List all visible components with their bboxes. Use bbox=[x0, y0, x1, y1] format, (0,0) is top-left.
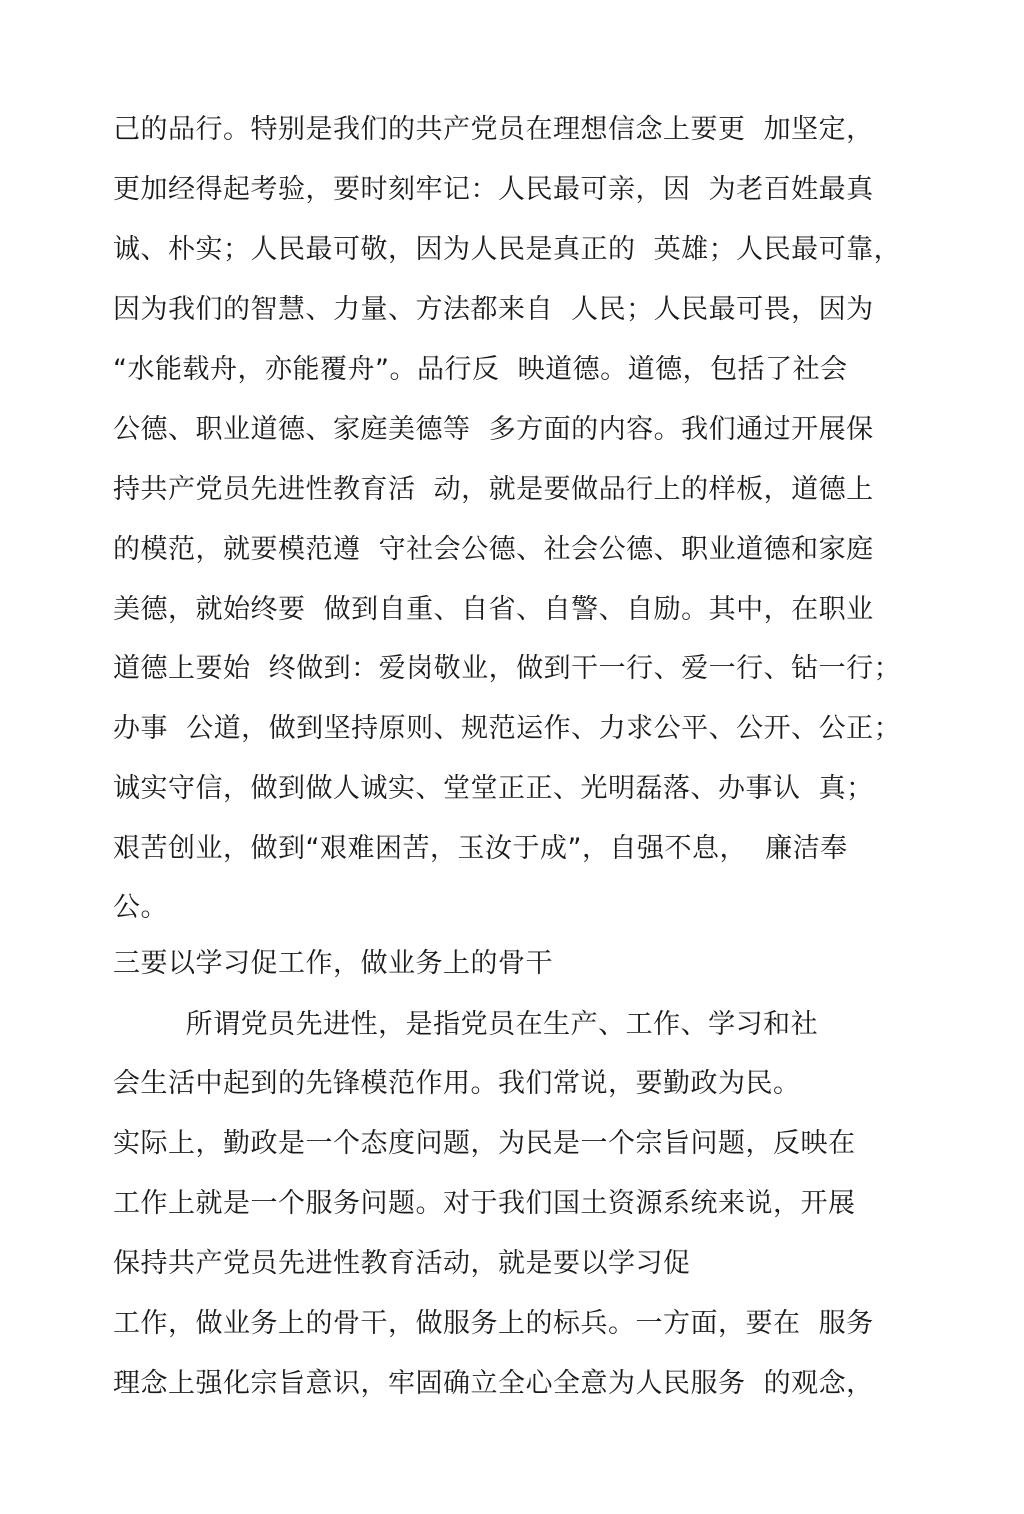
text-line: 诚实守信，做到做人诚实、堂堂正正、光明磊落、办事认 真； bbox=[113, 773, 874, 804]
text-line: 保持共产党员先进性教育活动，就是要以学习促 bbox=[113, 1248, 691, 1279]
text-line: 理念上强化宗旨意识，牢固确立全心全意为人民服务 的观念， bbox=[113, 1368, 874, 1399]
text-line: 办事 公道，做到坚持原则、规范运作、力求公平、公开、公正； bbox=[113, 713, 902, 744]
text-line: 因为我们的智慧、力量、方法都来自 人民；人民最可畏，因为 bbox=[113, 294, 874, 325]
text-line: 己的品行。特别是我们的共产党员在理想信念上要更 加坚定， bbox=[113, 114, 874, 145]
text-line: 美德，就始终要 做到自重、自省、自警、自励。其中，在职业 bbox=[113, 594, 874, 625]
text-line: 公德、职业道德、家庭美德等 多方面的内容。我们通过开展保 bbox=[113, 414, 874, 445]
text-line: 诚、朴实；人民最可敬，因为人民是真正的 英雄；人民最可靠， bbox=[113, 234, 902, 265]
text-line: 公。 bbox=[113, 892, 168, 923]
text-line: 会生活中起到的先锋模范作用。我们常说，要勤政为民。 bbox=[113, 1068, 801, 1099]
text-line: “水能载舟，亦能覆舟”。品行反 映道德。道德，包括了社会 bbox=[113, 354, 848, 385]
text-line: 的模范，就要模范遵 守社会公德、社会公德、职业道德和家庭 bbox=[113, 534, 874, 565]
text-line: 实际上，勤政是一个态度问题，为民是一个宗旨问题，反映在 bbox=[113, 1128, 856, 1159]
section-heading: 三要以学习促工作，做业务上的骨干 bbox=[113, 948, 553, 979]
text-line: 更加经得起考验，要时刻牢记：人民最可亲，因 为老百姓最真 bbox=[113, 174, 874, 205]
text-line: 艰苦创业，做到“艰难困苦，玉汝于成”，自强不息， 廉洁奉 bbox=[113, 833, 848, 864]
text-line: 工作，做业务上的骨干，做服务上的标兵。一方面，要在 服务 bbox=[113, 1308, 874, 1339]
text-line: 工作上就是一个服务问题。对于我们国土资源系统来说，开展 bbox=[113, 1188, 856, 1219]
text-line: 持共产党员先进性教育活 动，就是要做品行上的样板，道德上 bbox=[113, 474, 874, 505]
text-line: 道德上要始 终做到：爱岗敬业，做到干一行、爱一行、钻一行； bbox=[113, 653, 902, 684]
text-line: 所谓党员先进性，是指党员在生产、工作、学习和社 bbox=[113, 1009, 819, 1040]
